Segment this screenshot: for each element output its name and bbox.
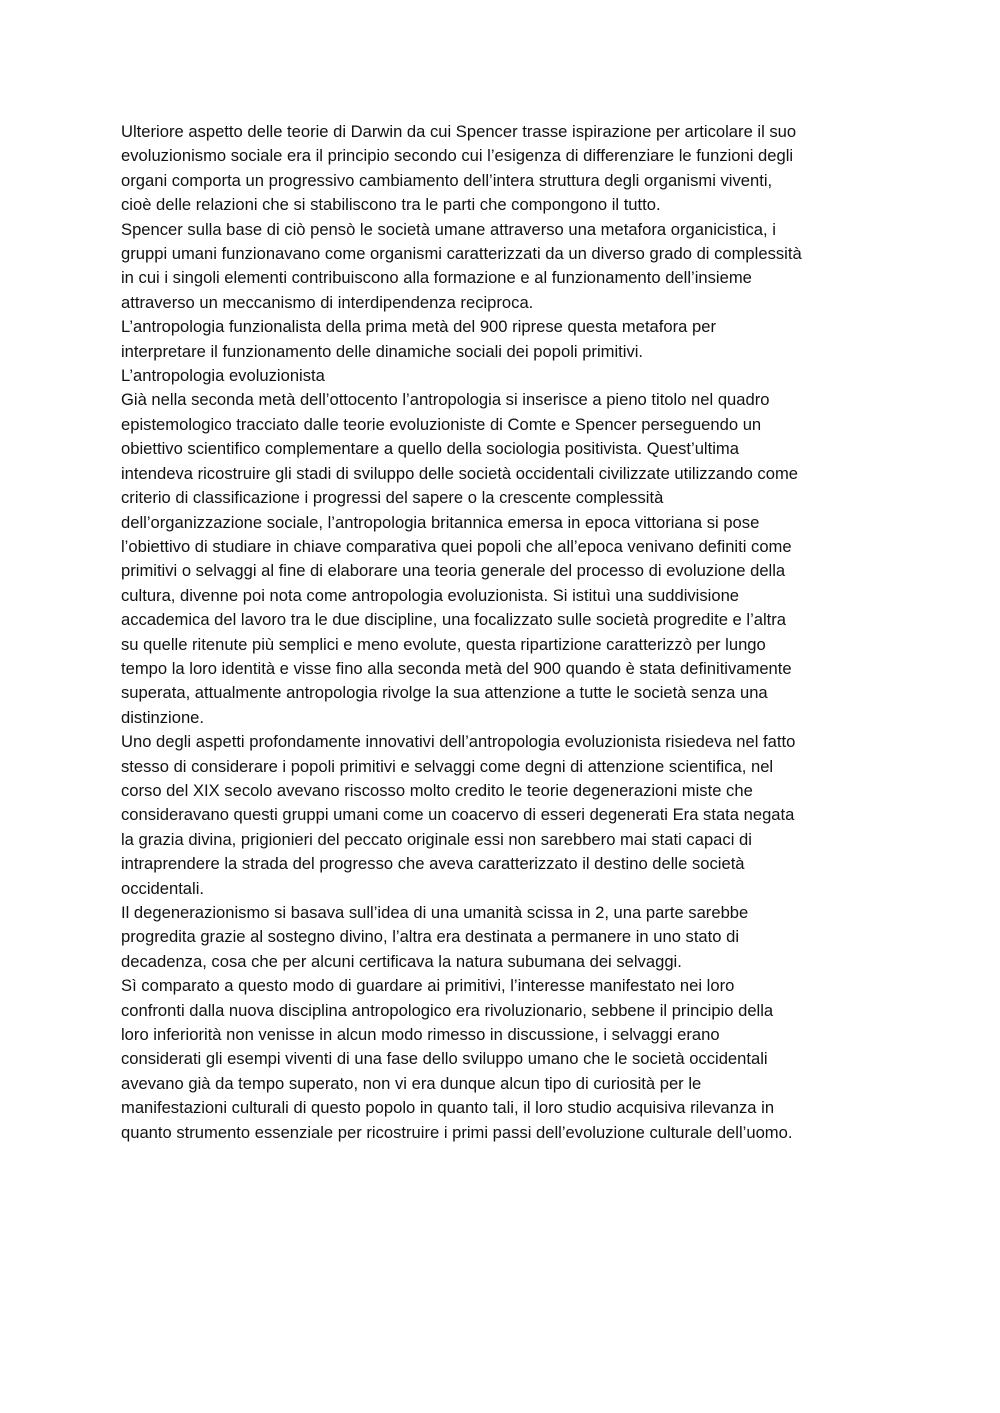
text-line: evoluzionismo sociale era il principio secondo cui l’esigenza di differenziare le funzioni degli (121, 146, 794, 166)
text-line: accademica del lavoro tra le due discipline, una focalizzato sulle società progredite e l’altra (121, 610, 787, 630)
text-line: primitivi o selvaggi al fine di elaborare una teoria generale del processo di evoluzione della (121, 561, 786, 581)
text-line: epistemologico tracciato dalle teorie evoluzioniste di Comte e Spencer perseguendo un (121, 414, 762, 434)
paragraph-evolutionist-anthropology (121, 364, 891, 730)
text-line: Ulteriore aspetto delle teorie di Darwin da cui Spencer trasse ispirazione per articolare il suo (121, 122, 797, 141)
text-line: l’obiettivo di studiare in chiave comparativa quei popoli che all’epoca venivano definiti come (121, 536, 792, 556)
paragraph-innovative-aspects (121, 730, 891, 901)
text-line: occidentali. (121, 878, 205, 898)
text-line: Uno degli aspetti profondamente innovativi dell’antropologia evoluzionista risiedeva nel fatto (121, 732, 796, 752)
text-line: manifestazioni culturali di questo popolo in quanto tali, il loro studio acquisiva rilevanza in (121, 1098, 775, 1118)
text-line: corso del XIX secolo avevano riscosso molto credito le teorie degenerazioni miste che (121, 780, 753, 800)
text-line: obiettivo scientifico complementare a quello della sociologia positivista. Quest’ultima (121, 439, 739, 459)
text-line: gruppi umani funzionavano come organismi caratterizzati da un diverso grado di complessità (121, 244, 802, 264)
text-line: in cui i singoli elementi contribuiscono alla formazione e al funzionamento dell’insieme (121, 268, 752, 288)
paragraph-functionalist-anthropology (121, 315, 891, 364)
text-line: cioè delle relazioni che si stabiliscono tra le parti che compongono il tutto. (121, 195, 661, 215)
text-line: stesso di considerare i popoli primitivi e selvaggi come degni di attenzione scientifica, nel (121, 756, 774, 776)
text-line: considerati gli esempi viventi di una fase dello sviluppo umano che le società occidentali (121, 1049, 768, 1069)
text-line: confronti dalla nuova disciplina antropologico era rivoluzionario, sebbene il principio della (121, 1000, 774, 1020)
text-line: Già nella seconda metà dell’ottocento l’antropologia si inserisce a pieno titolo nel quadro (121, 390, 770, 410)
text-line: la grazia divina, prigionieri del peccato originale essi non sarebbero mai stati capaci di (121, 829, 752, 849)
text-line: L’antropologia funzionalista della prima metà del 900 riprese questa metafora per (121, 317, 716, 337)
text-line: tempo la loro identità e visse fino alla seconda metà del 900 quando è stata definitivamente (121, 658, 792, 678)
text-line: superata, attualmente antropologia rivolge la sua attenzione a tutte le società senza una (121, 683, 768, 703)
text-line: organi comporta un progressivo cambiamento dell’intera struttura degli organismi viventi, (121, 170, 773, 190)
text-line: criterio di classificazione i progressi del sapere o la crescente complessità (121, 488, 664, 508)
section-heading: L’antropologia evoluzionista (121, 366, 325, 386)
text-line: attraverso un meccanismo di interdipendenza reciproca. (121, 292, 534, 312)
text-line: quanto strumento essenziale per ricostruire i primi passi dell’evoluzione culturale dell’uomo. (121, 1122, 793, 1142)
text-line: consideravano questi gruppi umani come un coacervo di esseri degenerati Era stata negata (121, 805, 795, 825)
text-line: decadenza, cosa che per alcuni certificava la natura subumana dei selvaggi. (121, 951, 682, 971)
text-line: intraprendere la strada del progresso che aveva caratterizzato il destino delle società (121, 854, 745, 874)
text-line: su quelle ritenute più semplici e meno evolute, questa ripartizione caratterizzò per lungo (121, 634, 766, 654)
text-line: dell’organizzazione sociale, l’antropologia britannica emersa in epoca vittoriana si pose (121, 512, 760, 532)
text-line: Il degenerazionismo si basava sull’idea di una umanità scissa in 2, una parte sarebbe (121, 903, 749, 922)
text-line: progredita grazie al sostegno divino, l’altra era destinata a permanere in uno stato di (121, 927, 740, 947)
paragraph-degenerationism (121, 901, 891, 1145)
paragraph-darwin-spencer (121, 120, 891, 218)
paragraph-organicist-metaphor (121, 218, 891, 316)
text-line: loro inferiorità non venisse in alcun modo rimesso in discussione, i selvaggi erano (121, 1025, 720, 1045)
text-line: distinzione. (121, 707, 205, 727)
text-line: avevano già da tempo superato, non vi era dunque alcun tipo di curiosità per le (121, 1073, 702, 1093)
text-line: Spencer sulla base di ciò pensò le società umane attraverso una metafora organicistica, i (121, 219, 776, 239)
document-page (121, 120, 891, 1145)
text-line: interpretare il funzionamento delle dinamiche sociali dei popoli primitivi. (121, 341, 644, 361)
text-line: intendeva ricostruire gli stadi di sviluppo delle società occidentali civilizzate utilizzando come (121, 463, 798, 483)
text-line: Sì comparato a questo modo di guardare ai primitivi, l’interesse manifestato nei loro (121, 976, 735, 996)
text-line: cultura, divenne poi nota come antropologia evoluzionista. Si istituì una suddivisione (121, 585, 740, 605)
